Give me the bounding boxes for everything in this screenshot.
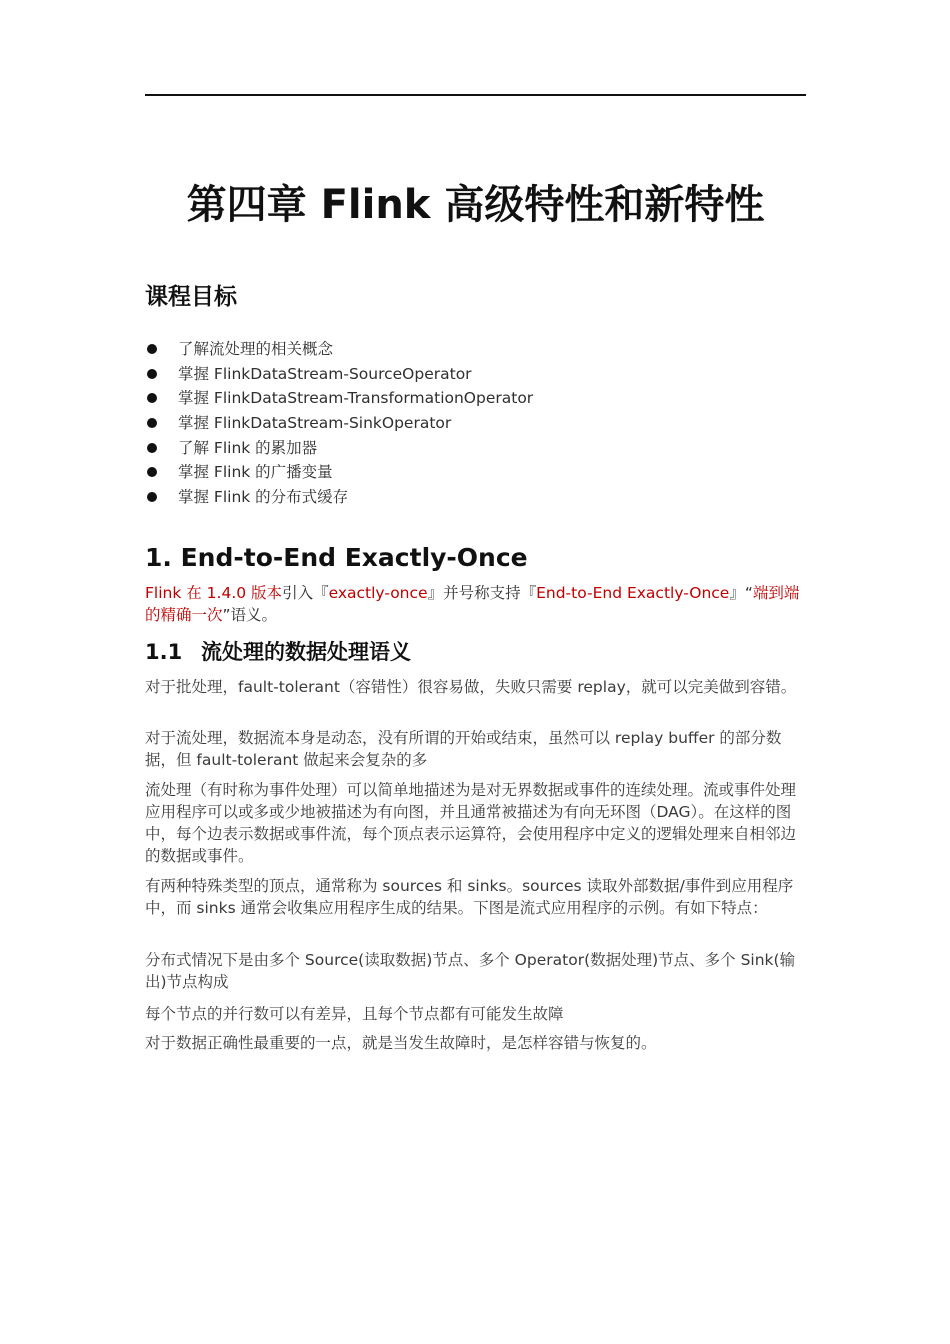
intro-text: 引入『 bbox=[282, 584, 329, 602]
bullet-icon bbox=[147, 418, 157, 428]
intro-highlight: Flink 在 1.4.0 版本 bbox=[145, 584, 283, 602]
list-item bbox=[145, 386, 806, 411]
header-rule bbox=[145, 94, 806, 96]
list-item bbox=[145, 411, 806, 436]
list-item bbox=[145, 436, 806, 461]
paragraph: 每个节点的并行数可以有差异，且每个节点都有可能发生故障 bbox=[145, 1005, 564, 1023]
intro-text: ”语义。 bbox=[222, 606, 278, 624]
list-item-text: 掌握 FlinkDataStream-SinkOperator bbox=[178, 414, 452, 433]
list-item bbox=[145, 485, 806, 510]
intro-highlight: 端到端的精确一次 bbox=[145, 584, 800, 624]
list-item-text: 掌握 Flink 的广播变量 bbox=[178, 463, 333, 482]
paragraph: 分布式情况下是由多个 Source(读取数据)节点、多个 Operator(数据处理)节点、多个 Sink(输出)节点构成 bbox=[145, 951, 796, 991]
list-item-text: 掌握 Flink 的分布式缓存 bbox=[178, 488, 349, 507]
intro-text: 』“ bbox=[729, 584, 753, 602]
chapter-title: 第四章 Flink 高级特性和新特性 bbox=[186, 182, 765, 228]
goals-heading: 课程目标 bbox=[145, 284, 237, 310]
intro-highlight: End-to-End Exactly-Once bbox=[536, 584, 730, 602]
paragraph: 对于流处理，数据流本身是动态，没有所谓的开始或结束，虽然可以 replay buffer 的部分数据，但 fault-tolerant 做起来会复杂的多 bbox=[145, 729, 782, 769]
bullet-icon bbox=[147, 443, 157, 453]
list-item bbox=[145, 362, 806, 387]
document-page bbox=[145, 0, 806, 1344]
section-heading: 1. End-to-End Exactly-Once bbox=[145, 543, 528, 572]
intro-text: 』并号称支持『 bbox=[427, 584, 537, 602]
bullet-icon bbox=[147, 492, 157, 502]
intro-highlight: exactly-once bbox=[328, 584, 428, 602]
paragraph: 对于批处理，fault-tolerant（容错性）很容易做，失败只需要 replay，就可以完美做到容错。 bbox=[145, 678, 797, 696]
list-item-text: 了解流处理的相关概念 bbox=[178, 340, 334, 358]
paragraph: 对于数据正确性最重要的一点，就是当发生故障时，是怎样容错与恢复的。 bbox=[145, 1034, 657, 1052]
paragraph: 有两种特殊类型的顶点，通常称为 sources 和 sinks。sources 读取外部数据/事件到应用程序中，而 sinks 通常会收集应用程序生成的结果。下图是流式应用程序的示例。有如下特点： bbox=[145, 877, 794, 917]
subsection-number: 1.1 bbox=[145, 640, 183, 664]
list-item bbox=[145, 460, 806, 485]
subsection-title: 流处理的数据处理语义 bbox=[201, 640, 411, 664]
bullet-icon bbox=[147, 344, 157, 354]
section-intro bbox=[145, 582, 806, 626]
bullet-icon bbox=[147, 467, 157, 477]
subsection-heading bbox=[145, 636, 411, 668]
list-item-text: 掌握 FlinkDataStream-SourceOperator bbox=[178, 364, 472, 383]
bullet-icon bbox=[147, 369, 157, 379]
list-item-text: 掌握 FlinkDataStream-TransformationOperator bbox=[178, 389, 534, 408]
goals-list bbox=[145, 337, 806, 510]
bullet-icon bbox=[147, 393, 157, 403]
list-item bbox=[145, 337, 806, 362]
list-item-text: 了解 Flink 的累加器 bbox=[178, 438, 318, 457]
paragraph: 流处理（有时称为事件处理）可以简单地描述为是对无界数据或事件的连续处理。流或事件处理应用程序可以或多或少地被描述为有向图，并且通常被描述为有向无环图（DAG）。在这样的图中，每个边表示数据或事件流，每个顶点表示运算符，会使用程序中定义的逻辑处理来自相邻边的数据或事件。 bbox=[145, 781, 797, 865]
